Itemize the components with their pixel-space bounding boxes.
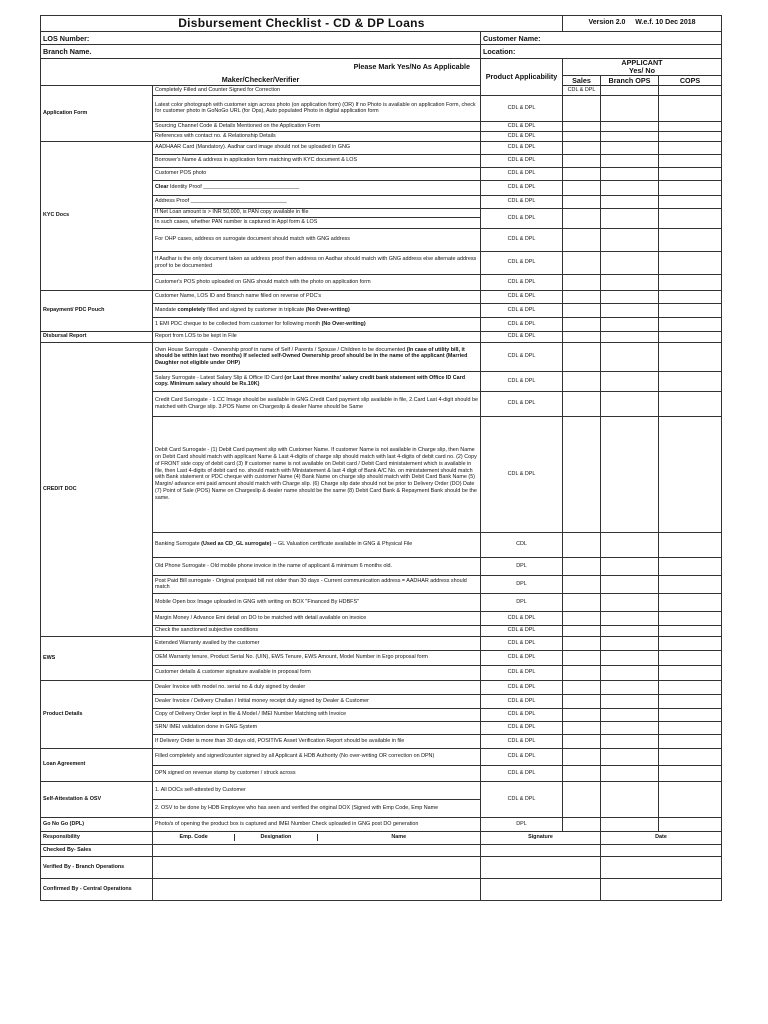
product-applicability-cell: CDL & DPL bbox=[481, 95, 563, 121]
signoff-row bbox=[41, 856, 722, 878]
section-label: Disbursal Report bbox=[41, 331, 153, 342]
product-applicability-cell: CDL & DPL bbox=[481, 391, 563, 416]
checklist-item-text: Debit Card Surrogate - (1) Debit Card payment slip with Customer Name. If customer Name is not available in Charge slip, then Name on Debit Card should match with applicant Name & Last 4-digits of charge slip should match with last 4-digits of debit card no. (2) Copy of FRONT side copy of debit card (3) If customer name is not available on Debit card / Debit Card ministatement which is available in file, then Last 4-digits of debit card no. should match with Ministatement & last 4 digit of Bank A/C No. on ministatement should match with Bank statement or PDC cheque with customer Name (4) Bank Name on charge slip should match with Debit Card Bank Name (5) Margin/ advance emi paid amount should match with Charge slip. (6) Charge slip date should not be prior to Delivery Order (DO) Date (7) Point of Sale (POS) Name on Chargeslip & dealer name should be the same (8) Debit Card Bank & Repayment Bank should be the same. bbox=[153, 416, 481, 532]
cops-check-cell[interactable] bbox=[659, 416, 722, 532]
sales-check-cell[interactable] bbox=[563, 416, 601, 532]
product-applicability-cell: DPL bbox=[481, 575, 563, 593]
branch-ops-check-cell[interactable] bbox=[601, 781, 659, 817]
location-field[interactable]: Location: bbox=[481, 45, 722, 59]
checklist-item-text: 1. All DOCs self-attested by Customer bbox=[153, 781, 481, 799]
applicant-header bbox=[563, 59, 722, 76]
signature-header: Signature bbox=[481, 831, 601, 844]
cops-check-cell[interactable] bbox=[659, 721, 722, 734]
checklist-item-text: Customer's POS photo uploaded on GNG should match with the photo on application form bbox=[153, 274, 481, 290]
cops-check-cell[interactable] bbox=[659, 121, 722, 131]
sales-check-cell[interactable] bbox=[563, 817, 601, 831]
checklist-item-text: Customer Name, LOS ID and Branch name filled on reverse of PDC's bbox=[153, 290, 481, 303]
product-applicability-cell: CDL bbox=[481, 532, 563, 557]
checklist-item-text: Filled completely and signed/counter signed by all Applicant & HDB Authority (No over-writing OR correction on DPN) bbox=[153, 748, 481, 765]
sales-check-cell[interactable] bbox=[563, 650, 601, 665]
branch-ops-check-cell[interactable] bbox=[601, 650, 659, 665]
date-input[interactable] bbox=[601, 844, 722, 856]
maker-checker-verifier: Maker/Checker/Verifier bbox=[221, 75, 300, 84]
product-applicability-cell: CDL & DPL bbox=[481, 765, 563, 781]
cops-check-cell[interactable] bbox=[659, 765, 722, 781]
sales-check-cell[interactable] bbox=[563, 748, 601, 765]
date-input[interactable] bbox=[601, 856, 722, 878]
cops-check-cell[interactable] bbox=[659, 665, 722, 680]
cops-check-cell[interactable] bbox=[659, 331, 722, 342]
checklist-item-text: Customer details & customer signature available in proposal form bbox=[153, 665, 481, 680]
product-applicability-cell: CDL & DPL bbox=[481, 167, 563, 180]
product-applicability-cell: CDL & DPL bbox=[481, 650, 563, 665]
sales-check-cell[interactable] bbox=[563, 154, 601, 167]
footer-header-row bbox=[41, 831, 722, 844]
cops-check-cell[interactable] bbox=[659, 342, 722, 371]
sales-check-cell[interactable] bbox=[563, 290, 601, 303]
sales-header: Sales bbox=[563, 75, 601, 85]
sales-check-cell[interactable] bbox=[563, 121, 601, 131]
branch-ops-check-cell[interactable] bbox=[601, 195, 659, 208]
cops-check-cell[interactable] bbox=[659, 557, 722, 575]
sales-check-cell[interactable] bbox=[563, 665, 601, 680]
sales-check-cell[interactable] bbox=[563, 391, 601, 416]
cops-check-cell[interactable] bbox=[659, 781, 722, 817]
branch-name-field[interactable]: Branch Name. bbox=[41, 45, 481, 59]
checklist-row bbox=[41, 680, 722, 694]
branch-ops-check-cell[interactable] bbox=[601, 665, 659, 680]
signature-input[interactable] bbox=[481, 856, 601, 878]
checklist-item-text: Borrower's Name & address in application form matching with KYC document & LOS bbox=[153, 154, 481, 167]
branch-ops-check-cell[interactable] bbox=[659, 85, 722, 95]
branch-ops-check-cell[interactable] bbox=[601, 817, 659, 831]
product-applicability-cell: CDL & DPL bbox=[481, 416, 563, 532]
branch-ops-check-cell[interactable] bbox=[601, 416, 659, 532]
checklist-row bbox=[41, 342, 722, 371]
branch-ops-check-cell[interactable] bbox=[601, 680, 659, 694]
branch-ops-check-cell[interactable] bbox=[601, 611, 659, 625]
signoff-details bbox=[153, 844, 481, 856]
branch-ops-check-cell[interactable] bbox=[601, 532, 659, 557]
signoff-role: Verified By - Branch Operations bbox=[41, 856, 153, 878]
cops-check-cell[interactable] bbox=[659, 680, 722, 694]
sales-check-cell[interactable] bbox=[563, 303, 601, 317]
section-label: CREDIT DOC bbox=[41, 342, 153, 636]
sales-check-cell[interactable] bbox=[563, 593, 601, 611]
product-applicability-cell: CDL & DPL bbox=[481, 180, 563, 195]
branch-ops-check-cell[interactable] bbox=[601, 593, 659, 611]
cops-check-cell[interactable] bbox=[659, 228, 722, 251]
sales-check-cell[interactable] bbox=[563, 331, 601, 342]
product-applicability-cell: CDL & DPL bbox=[481, 131, 563, 141]
branch-ops-header: Branch OPS bbox=[601, 75, 659, 85]
product-applicability-cell: CDL & DPL bbox=[481, 121, 563, 131]
please-mark-note: Please Mark Yes/No As Applicable bbox=[353, 62, 470, 71]
product-applicability-cell: CDL & DPL bbox=[481, 290, 563, 303]
checklist-item-text: If Delivery Order is more than 30 days old, POSITIVE Asset Verification Report should be available in file bbox=[153, 734, 481, 748]
checklist-row bbox=[41, 331, 722, 342]
product-applicability-cell: CDL & DPL bbox=[481, 342, 563, 371]
checklist-item-text: Credit Card Surrogate - 1.CC Image should be available in GNG.Credit Card payment slip available in file, 2.Card Last 4-digit should be matched with Charge slip. 3.POS Name on Chargeslip & dealer Name should be Same bbox=[153, 391, 481, 416]
branch-ops-check-cell[interactable] bbox=[601, 95, 659, 121]
version-info bbox=[563, 16, 722, 32]
column-header-description bbox=[41, 59, 481, 86]
date-input[interactable] bbox=[601, 878, 722, 900]
cops-check-cell[interactable] bbox=[659, 180, 722, 195]
checklist-item-text: If Aadhar is the only document taken as address proof then address on Aadhar should match with GNG address else alternate address proof to be documented bbox=[153, 251, 481, 274]
checklist-item-text: Photo/s of opening the product box is captured and IMEI Number Check uploaded in GNG post DO generation bbox=[153, 817, 481, 831]
cops-check-cell[interactable] bbox=[659, 141, 722, 154]
branch-ops-check-cell[interactable] bbox=[601, 575, 659, 593]
product-applicability-cell: CDL & DPL bbox=[563, 85, 601, 95]
sales-check-cell[interactable] bbox=[563, 575, 601, 593]
product-applicability-cell: CDL & DPL bbox=[481, 331, 563, 342]
cops-check-cell[interactable] bbox=[659, 131, 722, 141]
branch-ops-check-cell[interactable] bbox=[601, 765, 659, 781]
signoff-details bbox=[153, 878, 481, 900]
branch-ops-check-cell[interactable] bbox=[601, 208, 659, 228]
checklist-item-text: Latest color photograph with customer sign across photo (on application form) (OR) If no Photo is available on application Form, check for customer photo in GoNoGo URL (for Ops), Auto populated Photo in digital application form bbox=[153, 95, 481, 121]
cops-check-cell[interactable] bbox=[659, 748, 722, 765]
checklist-item-text: Salary Surrogate - Latest Salary Slip & Office ID Card (or Last three months' salary credit bank statement with Office ID Card copy. Minimum salary should be Rs.10K) bbox=[153, 371, 481, 391]
date-header: Date bbox=[601, 831, 722, 844]
branch-ops-check-cell[interactable] bbox=[601, 748, 659, 765]
sales-check-cell[interactable] bbox=[563, 167, 601, 180]
checklist-item-text: Sourcing Channel Code & Details Mentioned on the Application Form bbox=[153, 121, 481, 131]
checklist-item-text: SRN/ IMEI validation done in GNG System bbox=[153, 721, 481, 734]
checklist-item-text: In such cases, whether PAN number is captured in Appl form & LOS bbox=[153, 217, 481, 228]
product-applicability-cell: CDL & DPL bbox=[481, 694, 563, 708]
sales-check-cell[interactable] bbox=[563, 95, 601, 121]
sales-check-cell[interactable] bbox=[563, 208, 601, 228]
branch-ops-check-cell[interactable] bbox=[601, 694, 659, 708]
product-applicability-cell: CDL & DPL bbox=[481, 251, 563, 274]
branch-ops-check-cell[interactable] bbox=[601, 251, 659, 274]
signoff-role: Checked By- Sales bbox=[41, 844, 153, 856]
checklist-item-text: Clear Identity Proof ________________________________ bbox=[153, 180, 481, 195]
product-applicability-cell: CDL & DPL bbox=[481, 371, 563, 391]
checklist-item-text: Dealer Invoice with model no. serial no & duly signed by dealer bbox=[153, 680, 481, 694]
sales-check-cell[interactable] bbox=[563, 371, 601, 391]
sales-check-cell[interactable] bbox=[563, 708, 601, 721]
checklist-item-text: Extended Warranty availed by the customer bbox=[153, 636, 481, 650]
checklist-item-text: Old Phone Surrogate - Old mobile phone invoice in the name of applicant & minimum 6 months old. bbox=[153, 557, 481, 575]
branch-ops-check-cell[interactable] bbox=[601, 734, 659, 748]
cops-check-cell[interactable] bbox=[659, 532, 722, 557]
branch-ops-check-cell[interactable] bbox=[601, 180, 659, 195]
checklist-item-text: OEM Warranty tenure, Product Serial No. (UIN), EWS Tenure, EWS Amount, Model Number in Ergo proposal form bbox=[153, 650, 481, 665]
checklist-item-text: References with contact no. & Relationship Details bbox=[153, 131, 481, 141]
signoff-row bbox=[41, 844, 722, 856]
checklist-item-text: Check the sanctioned subjective conditions bbox=[153, 625, 481, 636]
cops-check-cell[interactable] bbox=[659, 575, 722, 593]
sales-check-cell[interactable] bbox=[563, 781, 601, 817]
branch-ops-check-cell[interactable] bbox=[601, 154, 659, 167]
checklist-row bbox=[41, 290, 722, 303]
checklist-item-text: Post Paid Bill surrogate - Original postpaid bill not older than 30 days - Current communication address = AADHAR address should match bbox=[153, 575, 481, 593]
yes-no-label: Yes/ No bbox=[629, 65, 655, 75]
checklist-item-text: Margin Money / Advance Emi detail on DO to be matched with detail available on invoice bbox=[153, 611, 481, 625]
checklist-item-text: Report from LOS to be kept in File bbox=[153, 331, 481, 342]
cops-check-cell[interactable] bbox=[659, 317, 722, 331]
section-label: Application Form bbox=[41, 85, 153, 141]
sales-check-cell[interactable] bbox=[563, 317, 601, 331]
sales-check-cell[interactable] bbox=[563, 734, 601, 748]
section-label: KYC Docs bbox=[41, 141, 153, 290]
section-label: EWS bbox=[41, 636, 153, 680]
section-label: Product Details bbox=[41, 680, 153, 748]
sales-check-cell[interactable] bbox=[563, 131, 601, 141]
product-applicability-cell: CDL & DPL bbox=[481, 708, 563, 721]
cops-check-cell[interactable] bbox=[659, 195, 722, 208]
cops-check-cell[interactable] bbox=[659, 391, 722, 416]
sales-check-cell[interactable] bbox=[601, 85, 659, 95]
cops-check-cell[interactable] bbox=[659, 734, 722, 748]
checklist-item-text: Mobile Open box Image uploaded in GNG with writing on BOX "Financed By HDBFS" bbox=[153, 593, 481, 611]
cops-check-cell[interactable] bbox=[659, 251, 722, 274]
footer-mid-headers bbox=[153, 831, 481, 844]
section-label: Self-Attestation & OSV bbox=[41, 781, 153, 817]
cops-check-cell[interactable] bbox=[659, 593, 722, 611]
cops-check-cell[interactable] bbox=[659, 290, 722, 303]
product-applicability-cell: CDL & DPL bbox=[481, 274, 563, 290]
cops-check-cell[interactable] bbox=[659, 650, 722, 665]
cops-check-cell[interactable] bbox=[659, 708, 722, 721]
checklist-row bbox=[41, 817, 722, 831]
checklist-item-text: Address Proof ________________________________ bbox=[153, 195, 481, 208]
checklist-item-text: 2. OSV to be done by HDB Employee who has seen and verified the original DOX (Signed with Emp Code, Emp Name bbox=[153, 799, 481, 817]
branch-ops-check-cell[interactable] bbox=[601, 331, 659, 342]
checklist-item-text: AADHAAR Card (Mandatory). Aadhar card image should not be uploaded in GNG bbox=[153, 141, 481, 154]
signature-input[interactable] bbox=[481, 844, 601, 856]
sales-check-cell[interactable] bbox=[563, 636, 601, 650]
sales-check-cell[interactable] bbox=[563, 274, 601, 290]
sales-check-cell[interactable] bbox=[563, 557, 601, 575]
checklist-item-text: Completely Filled and Counter Signed for Correction bbox=[153, 85, 481, 95]
applicant-label: APPLICANT bbox=[621, 58, 663, 67]
product-applicability-header: Product Applicability bbox=[481, 59, 563, 96]
checklist-row bbox=[41, 141, 722, 154]
checklist-row bbox=[41, 748, 722, 765]
cops-check-cell[interactable] bbox=[659, 611, 722, 625]
checklist-item-text: Dealer Invoice / Delivery Challan / Initial money receipt duly signed by Dealer & Customer bbox=[153, 694, 481, 708]
sales-check-cell[interactable] bbox=[563, 625, 601, 636]
designation-header: Designation bbox=[235, 834, 317, 841]
checklist-item-text: Own House Surrogate - Ownership proof in name of Self / Parents / Spouse / Children to be documented (In case of utility bill, it should be within last two months) If selected self-Owned Ownership proof should be in the name of the applicant (Married Daughter not eligible under OHP) bbox=[153, 342, 481, 371]
los-number-field[interactable]: LOS Number: bbox=[41, 32, 481, 45]
product-applicability-cell: CDL & DPL bbox=[481, 208, 563, 228]
branch-ops-check-cell[interactable] bbox=[601, 121, 659, 131]
cops-check-cell[interactable] bbox=[659, 154, 722, 167]
signoff-role: Confirmed By - Central Operations bbox=[41, 878, 153, 900]
product-applicability-cell: CDL & DPL bbox=[481, 154, 563, 167]
branch-ops-check-cell[interactable] bbox=[601, 636, 659, 650]
branch-ops-check-cell[interactable] bbox=[601, 303, 659, 317]
checklist-row bbox=[41, 636, 722, 650]
branch-ops-check-cell[interactable] bbox=[601, 290, 659, 303]
branch-ops-check-cell[interactable] bbox=[601, 342, 659, 371]
signature-input[interactable] bbox=[481, 878, 601, 900]
version-label: Version 2.0 bbox=[588, 19, 626, 27]
disbursement-checklist-table bbox=[40, 15, 722, 901]
checklist-item-text: For OHP cases, address on surrogate document should match with GNG address bbox=[153, 228, 481, 251]
cops-check-cell[interactable] bbox=[659, 371, 722, 391]
branch-ops-check-cell[interactable] bbox=[601, 141, 659, 154]
checklist-row bbox=[41, 781, 722, 799]
responsibility-header: Responsibility bbox=[41, 831, 153, 844]
emp-code-header: Emp. Code bbox=[153, 834, 235, 841]
branch-ops-check-cell[interactable] bbox=[601, 721, 659, 734]
branch-ops-check-cell[interactable] bbox=[601, 228, 659, 251]
product-applicability-cell: DPL bbox=[481, 593, 563, 611]
product-applicability-cell: CDL & DPL bbox=[481, 721, 563, 734]
checklist-item-text: DPN signed on revenue stamp by customer / struck across bbox=[153, 765, 481, 781]
product-applicability-cell: CDL & DPL bbox=[481, 781, 563, 817]
branch-ops-check-cell[interactable] bbox=[601, 131, 659, 141]
signoff-row bbox=[41, 878, 722, 900]
branch-ops-check-cell[interactable] bbox=[601, 317, 659, 331]
cops-check-cell[interactable] bbox=[659, 303, 722, 317]
effective-date: W.e.f. 10 Dec 2018 bbox=[635, 19, 696, 27]
sales-check-cell[interactable] bbox=[563, 251, 601, 274]
section-label: Repayment/ PDC Pouch bbox=[41, 290, 153, 331]
cops-check-cell[interactable] bbox=[659, 817, 722, 831]
checklist-item-text: Customer POS photo bbox=[153, 167, 481, 180]
sales-check-cell[interactable] bbox=[563, 765, 601, 781]
checklist-row bbox=[41, 85, 722, 95]
sales-check-cell[interactable] bbox=[563, 532, 601, 557]
branch-ops-check-cell[interactable] bbox=[601, 625, 659, 636]
cops-check-cell[interactable] bbox=[659, 95, 722, 121]
section-label: Go No Go (DPL) bbox=[41, 817, 153, 831]
sales-check-cell[interactable] bbox=[563, 680, 601, 694]
sales-check-cell[interactable] bbox=[563, 611, 601, 625]
branch-ops-check-cell[interactable] bbox=[601, 557, 659, 575]
branch-ops-check-cell[interactable] bbox=[601, 371, 659, 391]
branch-ops-check-cell[interactable] bbox=[601, 274, 659, 290]
product-applicability-cell: CDL & DPL bbox=[481, 317, 563, 331]
checklist-item-text: Banking Surrogate (Used as CD_GL surrogate) -- GL Valuation certificate available in GNG & Physical File bbox=[153, 532, 481, 557]
sales-check-cell[interactable] bbox=[563, 342, 601, 371]
product-applicability-cell: CDL & DPL bbox=[481, 734, 563, 748]
sales-check-cell[interactable] bbox=[563, 180, 601, 195]
product-applicability-cell: CDL & DPL bbox=[481, 748, 563, 765]
cops-check-cell[interactable] bbox=[659, 167, 722, 180]
cops-check-cell[interactable] bbox=[659, 636, 722, 650]
sales-check-cell[interactable] bbox=[563, 694, 601, 708]
cops-header: COPS bbox=[659, 75, 722, 85]
product-applicability-cell: CDL & DPL bbox=[481, 636, 563, 650]
cops-check-cell[interactable] bbox=[659, 625, 722, 636]
sales-check-cell[interactable] bbox=[563, 141, 601, 154]
product-applicability-cell: CDL & DPL bbox=[481, 228, 563, 251]
product-applicability-cell: CDL & DPL bbox=[481, 303, 563, 317]
product-applicability-cell: DPL bbox=[481, 817, 563, 831]
product-applicability-cell: CDL & DPL bbox=[481, 195, 563, 208]
cops-check-cell[interactable] bbox=[659, 274, 722, 290]
product-applicability-cell: CDL & DPL bbox=[481, 680, 563, 694]
checklist-item-text: Copy of Delivery Order kept in file & Model / IMEI Number Matching with Invoice bbox=[153, 708, 481, 721]
cops-check-cell[interactable] bbox=[659, 208, 722, 228]
sales-check-cell[interactable] bbox=[563, 721, 601, 734]
cops-check-cell[interactable] bbox=[659, 694, 722, 708]
branch-ops-check-cell[interactable] bbox=[601, 708, 659, 721]
customer-name-field[interactable]: Customer Name: bbox=[481, 32, 722, 45]
product-applicability-cell: CDL & DPL bbox=[481, 665, 563, 680]
branch-ops-check-cell[interactable] bbox=[601, 391, 659, 416]
page-title: Disbursement Checklist - CD & DP Loans bbox=[41, 16, 563, 32]
product-applicability-cell: CDL & DPL bbox=[481, 611, 563, 625]
signoff-details bbox=[153, 856, 481, 878]
product-applicability-cell: CDL & DPL bbox=[481, 625, 563, 636]
checklist-item-text: If Net Loan amount is > INR 50,000, is PAN copy available in file bbox=[153, 208, 481, 217]
product-applicability-cell: CDL & DPL bbox=[481, 141, 563, 154]
product-applicability-cell: DPL bbox=[481, 557, 563, 575]
section-label: Loan Agreement bbox=[41, 748, 153, 781]
sales-check-cell[interactable] bbox=[563, 228, 601, 251]
sales-check-cell[interactable] bbox=[563, 195, 601, 208]
checklist-item-text: Mandate completely filled and signed by customer in triplicate (No Over-writing) bbox=[153, 303, 481, 317]
branch-ops-check-cell[interactable] bbox=[601, 167, 659, 180]
name-header: Name bbox=[391, 834, 407, 841]
checklist-item-text: 1 EMI PDC cheque to be collected from customer for following month (No Over-writing) bbox=[153, 317, 481, 331]
